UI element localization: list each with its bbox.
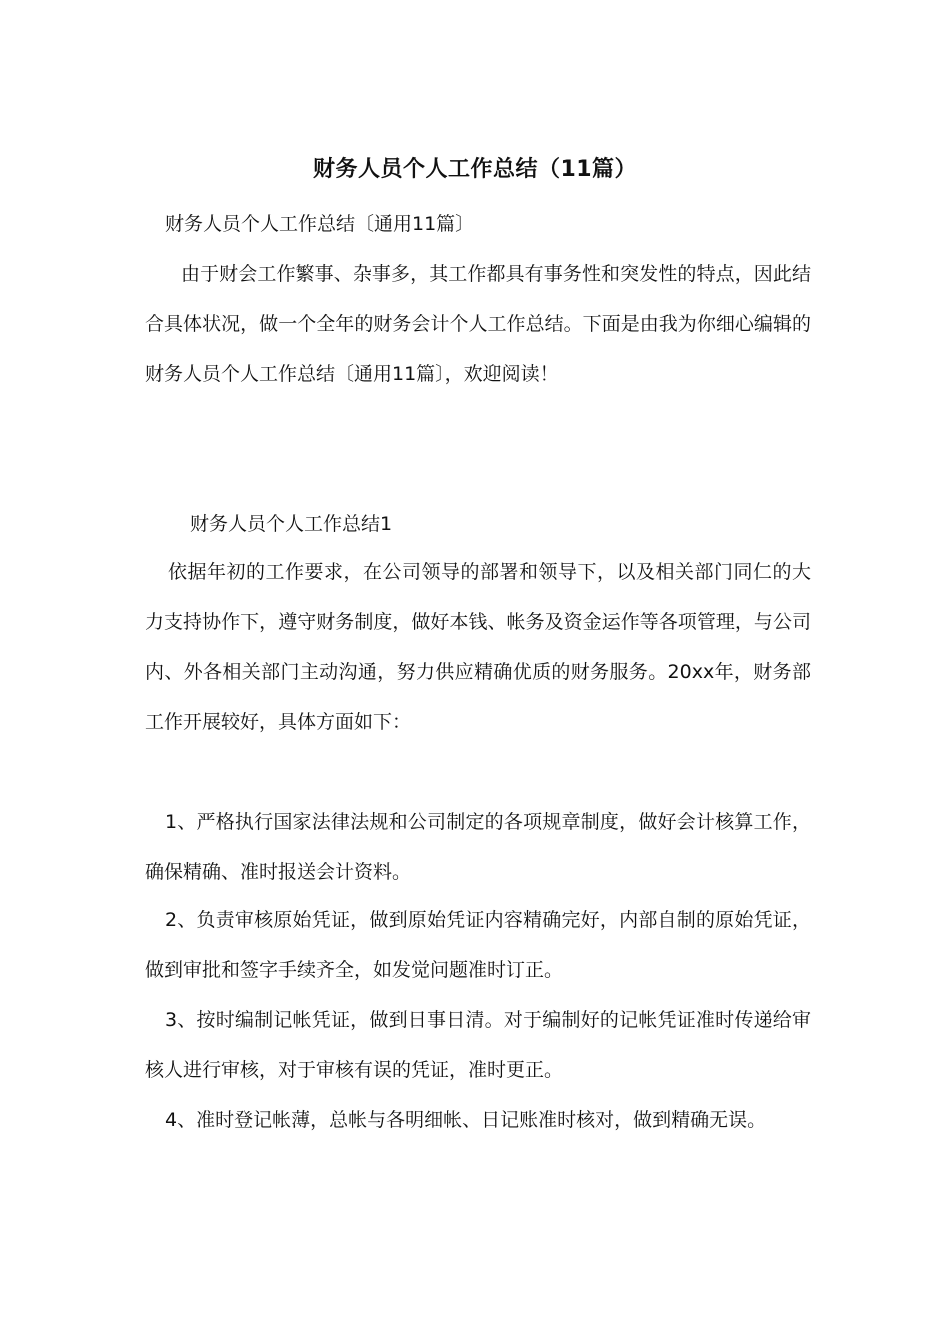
list-item: 2、负责审核原始凭证，做到原始凭证内容精确完好，内部自制的原始凭证，做到审批和签字手续齐全，如发觉问题准时订正。 <box>145 909 811 981</box>
section-heading: 财务人员个人工作总结1 <box>190 513 393 535</box>
document-title: 财务人员个人工作总结（11篇） <box>312 157 638 182</box>
list-item: 4、准时登记帐薄，总帐与各明细帐、日记账准时核对，做到精确无误。 <box>165 1109 767 1131</box>
document-subtitle: 财务人员个人工作总结〔通用11篇〕 <box>165 213 475 235</box>
list-item: 1、严格执行国家法律法规和公司制定的各项规章制度，做好会计核算工作，确保精确、准时报送会计资料。 <box>145 811 811 883</box>
section-paragraph: 依据年初的工作要求，在公司领导的部署和领导下，以及相关部门同仁的大力支持协作下，遵守财务制度，做好本钱、帐务及资金运作等各项管理，与公司内、外各相关部门主动沟通，努力供应精确优质的财务服务。20xx年，财务部工作开展较好，具体方面如下： <box>145 561 811 733</box>
intro-paragraph: 由于财会工作繁事、杂事多，其工作都具有事务性和突发性的特点，因此结合具体状况，做一个全年的财务会计个人工作总结。下面是由我为你细心编辑的财务人员个人工作总结〔通用11篇〕，欢迎阅读！ <box>145 263 811 385</box>
list-item: 3、按时编制记帐凭证，做到日事日清。对于编制好的记帐凭证准时传递给审核人进行审核，对于审核有误的凭证，准时更正。 <box>145 1009 811 1081</box>
